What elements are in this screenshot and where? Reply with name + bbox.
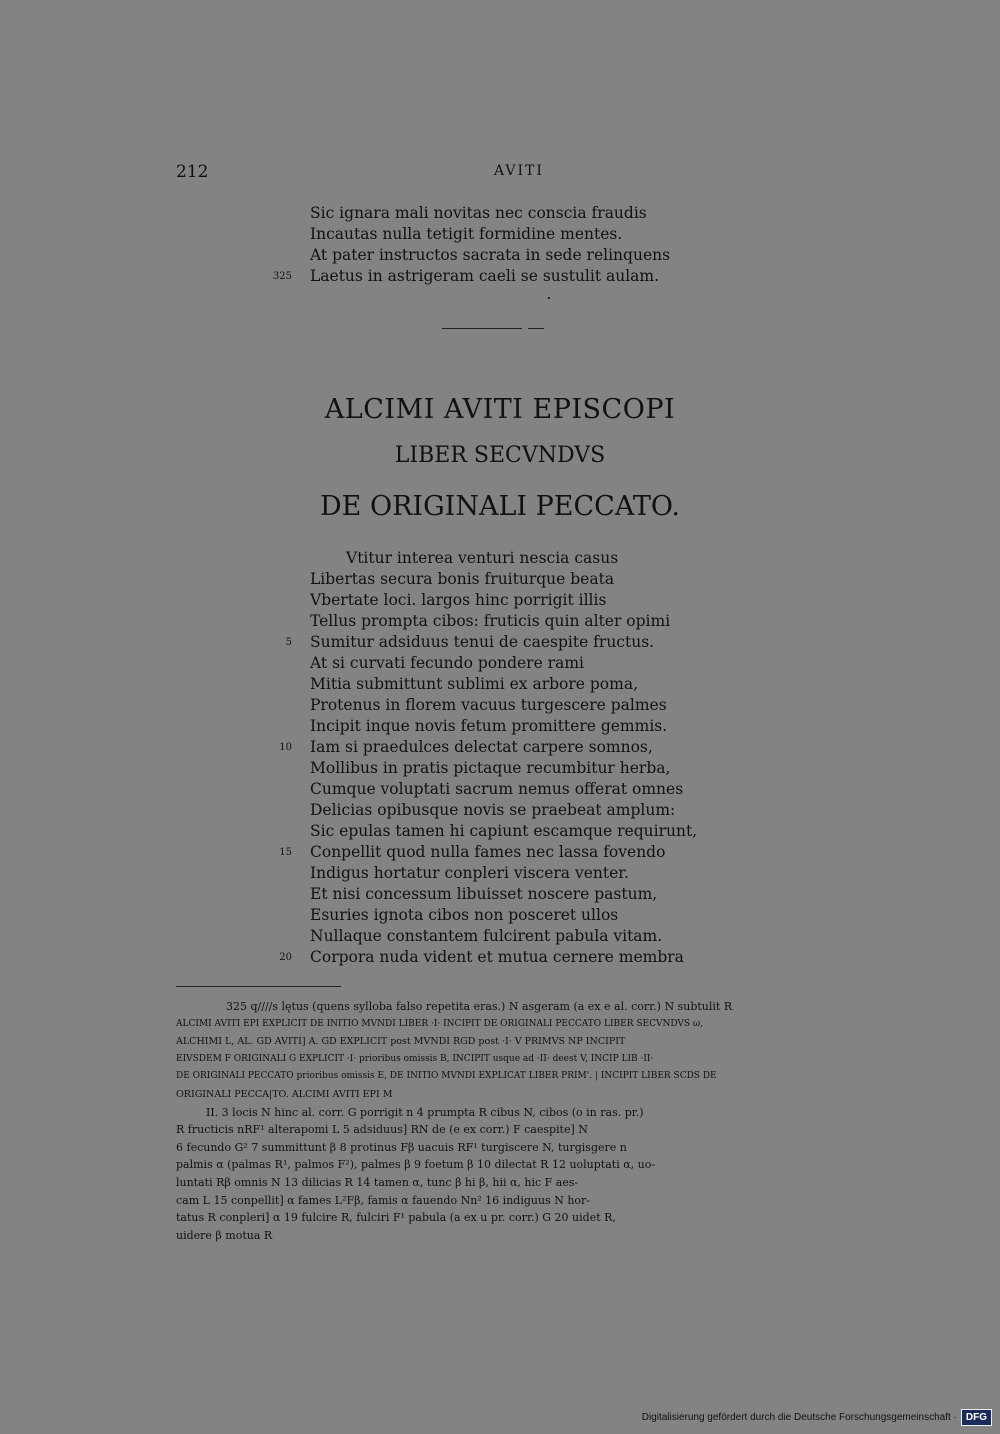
apparatus-line: 6 fecundo G² 7 summittunt β 8 protinus Fβ uacuis RF¹ turgiscere N, turgisgere n	[176, 1140, 627, 1154]
verse-line: Sic ignara mali novitas nec conscia fraudis	[310, 204, 647, 222]
apparatus-line: 325 q////s lętus (quens sylloba falso repetita eras.) N asgeram (a ex e al. corr.) N subtulit R	[226, 1000, 733, 1013]
book-subtitle: DE ORIGINALI PECCATO.	[320, 491, 680, 522]
verse-line: 15 Conpellit quod nulla fames nec lassa fovendo	[279, 843, 666, 861]
apparatus-line: II. 3 locis N hinc al. corr. G porrigit n 4 prumpta R cibus N, cibos (o in ras. pr.)	[206, 1105, 644, 1119]
verses-top	[268, 203, 708, 287]
verse-line: Delicias opibusque novis se praebeat amplum:	[310, 801, 676, 819]
apparatus-line: uidere β motua R	[176, 1228, 273, 1242]
verse-line: Cumque voluptati sacrum nemus offerat omnes	[310, 780, 684, 798]
apparatus-line: ALCHIMI L, AL. GD AVITI] A. GD EXPLICIT post MVNDI RGD post ·I· V PRIMVS NP INCIPIT	[176, 1036, 626, 1048]
book-title: LIBER SECVNDVS	[394, 443, 606, 468]
verse-line: Esuries ignota cibos non posceret ullos	[310, 906, 619, 924]
apparatus-line: ORIGINALI PECCA|TO. ALCIMI AVITI EPI M	[176, 1088, 393, 1100]
apparatus-line: ALCIMI AVITI EPI EXPLICIT DE INITIO MVNDI LIBER ·I· INCIPIT DE ORIGINALI PECCATO LIBER SECVNDVS ω,	[176, 1018, 704, 1029]
verse-line: 325 Laetus in astrigeram caeli se sustulit aulam.	[272, 267, 660, 285]
verse-line: Vtitur interea venturi nescia casus	[346, 549, 619, 567]
verses-main	[268, 548, 708, 968]
verse-line: Nullaque constantem fulcirent pabula vitam.	[310, 927, 663, 945]
verse-line: 5 Sumitur adsiduus tenui de caespite fructus.	[285, 633, 655, 651]
verse-line: Vbertate loci. largos hinc porrigit illis	[310, 591, 607, 609]
ink-speck	[548, 297, 550, 299]
verse-line: At pater instructos sacrata in sede relinquens	[310, 246, 671, 264]
section-divider-short	[528, 328, 544, 329]
dfg-credit-text: Digitalisierung gefördert durch die Deutsche Forschungsgemeinschaft ·	[641, 1411, 957, 1423]
verse-line: Indigus hortatur conpleri viscera venter.	[310, 864, 629, 882]
verse-line: Mitia submittunt sublimi ex arbore poma,	[310, 675, 639, 693]
apparatus-line: cam L 15 conpellit] α fames L²Fβ, famis α fauendo Nn² 16 indiguus N hor-	[176, 1193, 590, 1207]
verse-line: 20 Corpora nuda vident et mutua cernere membra	[279, 948, 684, 966]
verse-line: Protenus in florem vacuus turgescere palmes	[310, 696, 667, 714]
apparatus-line: EIVSDEM F ORIGINALI G EXPLICIT ·I· prioribus omissis B, INCIPIT usque ad ·II· deest V, INCIP LIB ·II·	[176, 1053, 654, 1064]
apparatus-line: R fructicis nRF¹ alterapomi L 5 adsiduus] RN de (e ex corr.) F caespite] N	[176, 1123, 588, 1137]
apparatus-line: tatus R conpleri] α 19 fulcire R, fulciri F¹ pabula (a ex u pr. corr.) G 20 uidet R,	[176, 1211, 616, 1225]
page-number: 212	[176, 162, 209, 182]
verse-line: Mollibus in pratis pictaque recumbitur herba,	[310, 759, 671, 777]
apparatus-line: luntati Rβ omnis N 13 dilicias R 14 tamen α, tunc β hi β, hii α, hic F aes-	[176, 1175, 579, 1189]
verse-line: Tellus prompta cibos: fruticis quin alter opimi	[310, 612, 671, 630]
dfg-logo: DFG	[961, 1409, 992, 1426]
verse-line: At si curvati fecundo pondere rami	[310, 654, 584, 672]
apparatus-criticus	[176, 998, 836, 1244]
verse-line: Incautas nulla tetigit formidine mentes.	[310, 225, 623, 243]
verse-line: 10 Iam si praedulces delectat carpere somnos,	[279, 738, 653, 756]
running-head: AVITI	[494, 163, 544, 179]
apparatus-line: DE ORIGINALI PECCATO prioribus omissis E, DE INITIO MVNDI EXPLICAT LIBER PRIM'. | INCIPIT LIBER SCDS DE	[176, 1071, 717, 1082]
work-title: ALCIMI AVITI EPISCOPI	[324, 394, 676, 425]
page-header	[176, 162, 544, 186]
verse-line: Libertas secura bonis fruiturque beata	[310, 570, 615, 588]
verse-line: Sic epulas tamen hi capiunt escamque requirunt,	[310, 822, 698, 840]
apparatus-line: palmis α (palmas R¹, palmos F²), palmes β 9 foetum β 10 dilectat R 12 uoluptati α, uo-	[176, 1158, 656, 1172]
verse-line: Et nisi concessum libuisset noscere pastum,	[310, 885, 658, 903]
dfg-footer	[642, 1406, 992, 1428]
verse-line: Incipit inque novis fetum promittere gemmis.	[310, 717, 668, 735]
section-divider	[442, 328, 522, 329]
footnote-rule	[176, 986, 341, 987]
